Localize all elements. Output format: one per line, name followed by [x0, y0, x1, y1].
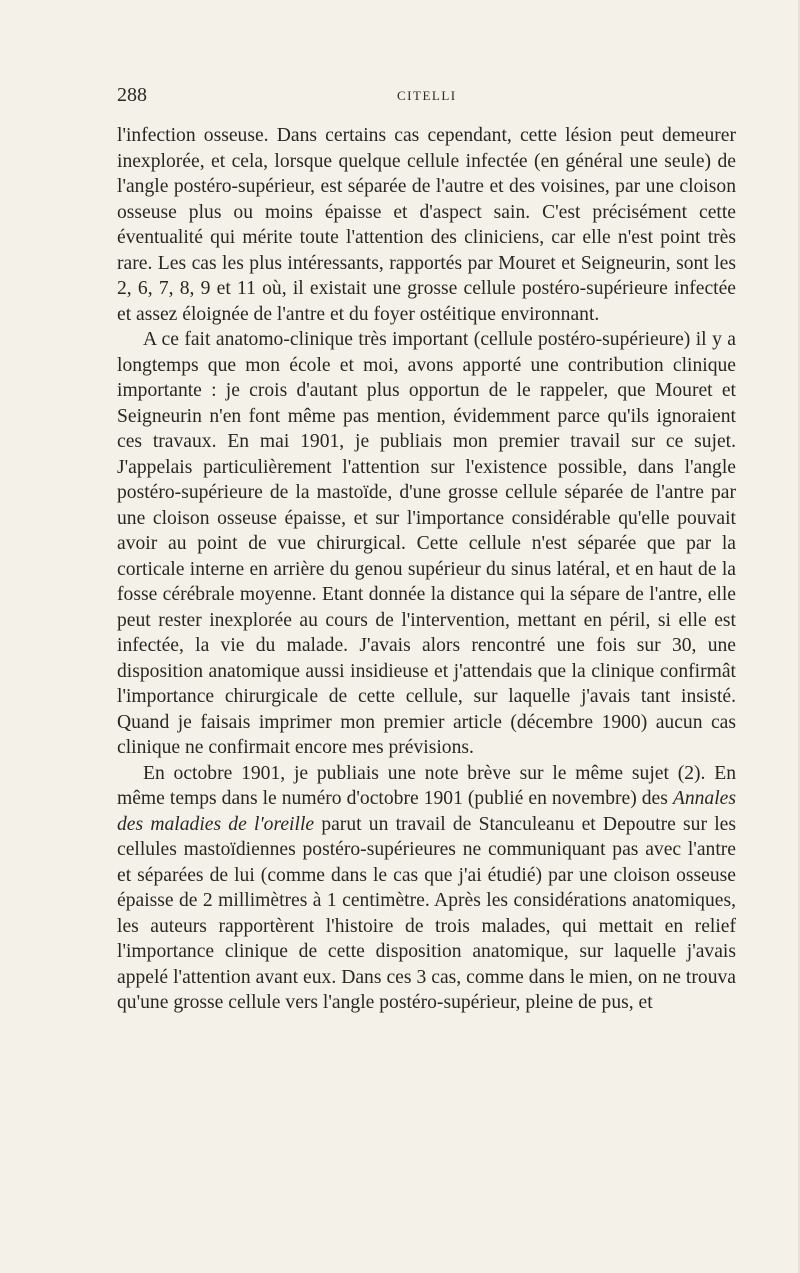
running-head: CITELLI [397, 88, 457, 103]
paragraph-2: A ce fait anatomo-clinique très important (cellule postéro-supérieure) il y a longtemps que mon école et moi, avons apporté une contribution clinique importante : je crois d'autant plus opportun de le rappeler, que Mouret et Seigneurin n'en font même pas mention, évidemment parce qu'ils ignoraient ces travaux. En mai 1901, je publiais mon premier travail sur ce sujet. J'appelais particulièrement l'attention sur l'existence possible, dans l'angle postéro-supérieure de la mastoïde, d'une grosse cellule séparée de l'antre par une cloison osseuse épaisse, et sur l'importance considérable qu'elle pouvait avoir au point de vue chirurgical. Cette cellule n'est séparée que par la corticale interne en arrière du genou supérieur du sinus latéral, et en haut de la fosse cérébrale moyenne. Etant donnée la distance qui la sépare de l'antre, elle peut rester inexplorée au cours de l'intervention, mettant en péril, si elle est infectée, la vie du malade. J'avais alors rencontré une fois sur 30, une disposition anatomique aussi insidieuse et j'attendais que la clinique confirmât l'importance chirurgicale de cette cellule, sur laquelle j'avais tant insisté. Quand je faisais imprimer mon premier article (décembre 1900) aucun cas clinique ne confirmait encore mes prévisions. [117, 329, 736, 758]
page-header [117, 84, 736, 112]
paragraph-3-text-before: En octobre 1901, je publiais une note brève sur le même sujet (2). En même temps dans le numéro d'octobre 1901 (publié en novembre) des [117, 762, 736, 809]
page-number: 288 [117, 84, 147, 106]
paragraph-3 [117, 761, 736, 1016]
paragraph-1: l'infection osseuse. Dans certains cas cependant, cette lésion peut demeurer inexplorée, et cela, lorsque quelque cellule infectée (en général une seule) de l'angle postéro-supérieur, est séparée de l'autre et des voisines, par une cloison osseuse plus ou moins épaisse et d'aspect sain. C'est précisément cette éventualité qui mérite toute l'attention des cliniciens, car elle n'est point très rare. Les cas les plus intéressants, rapportés par Mouret et Seigneurin, sont les 2, 6, 7, 8, 9 et 11 où, il existait une grosse cellule postéro-supérieure infectée et assez éloignée de l'antre et du foyer ostéitique environnant. [117, 125, 736, 325]
journal-title-italic: Annales des maladies de l'oreille [117, 788, 736, 835]
body-text [117, 123, 736, 1016]
paragraph-3-text-after: parut un travail de Stanculeanu et Depoutre sur les cellules mastoïdiennes postéro-supérieures ne communiquant pas avec l'antre et séparées de lui (comme dans le cas que j'ai étudié) par une cloison osseuse épaisse de 2 millimètres à 1 centimètre. Après les considérations anatomiques, les auteurs rapportèrent l'histoire de trois malades, qui mettait en relief l'importance clinique de cette disposition anatomique, sur laquelle j'avais appelé l'attention avant eux. Dans ces 3 cas, comme dans le mien, on ne trouva qu'une grosse cellule vers l'angle postéro-supérieur, pleine de pus, et [117, 813, 736, 1013]
